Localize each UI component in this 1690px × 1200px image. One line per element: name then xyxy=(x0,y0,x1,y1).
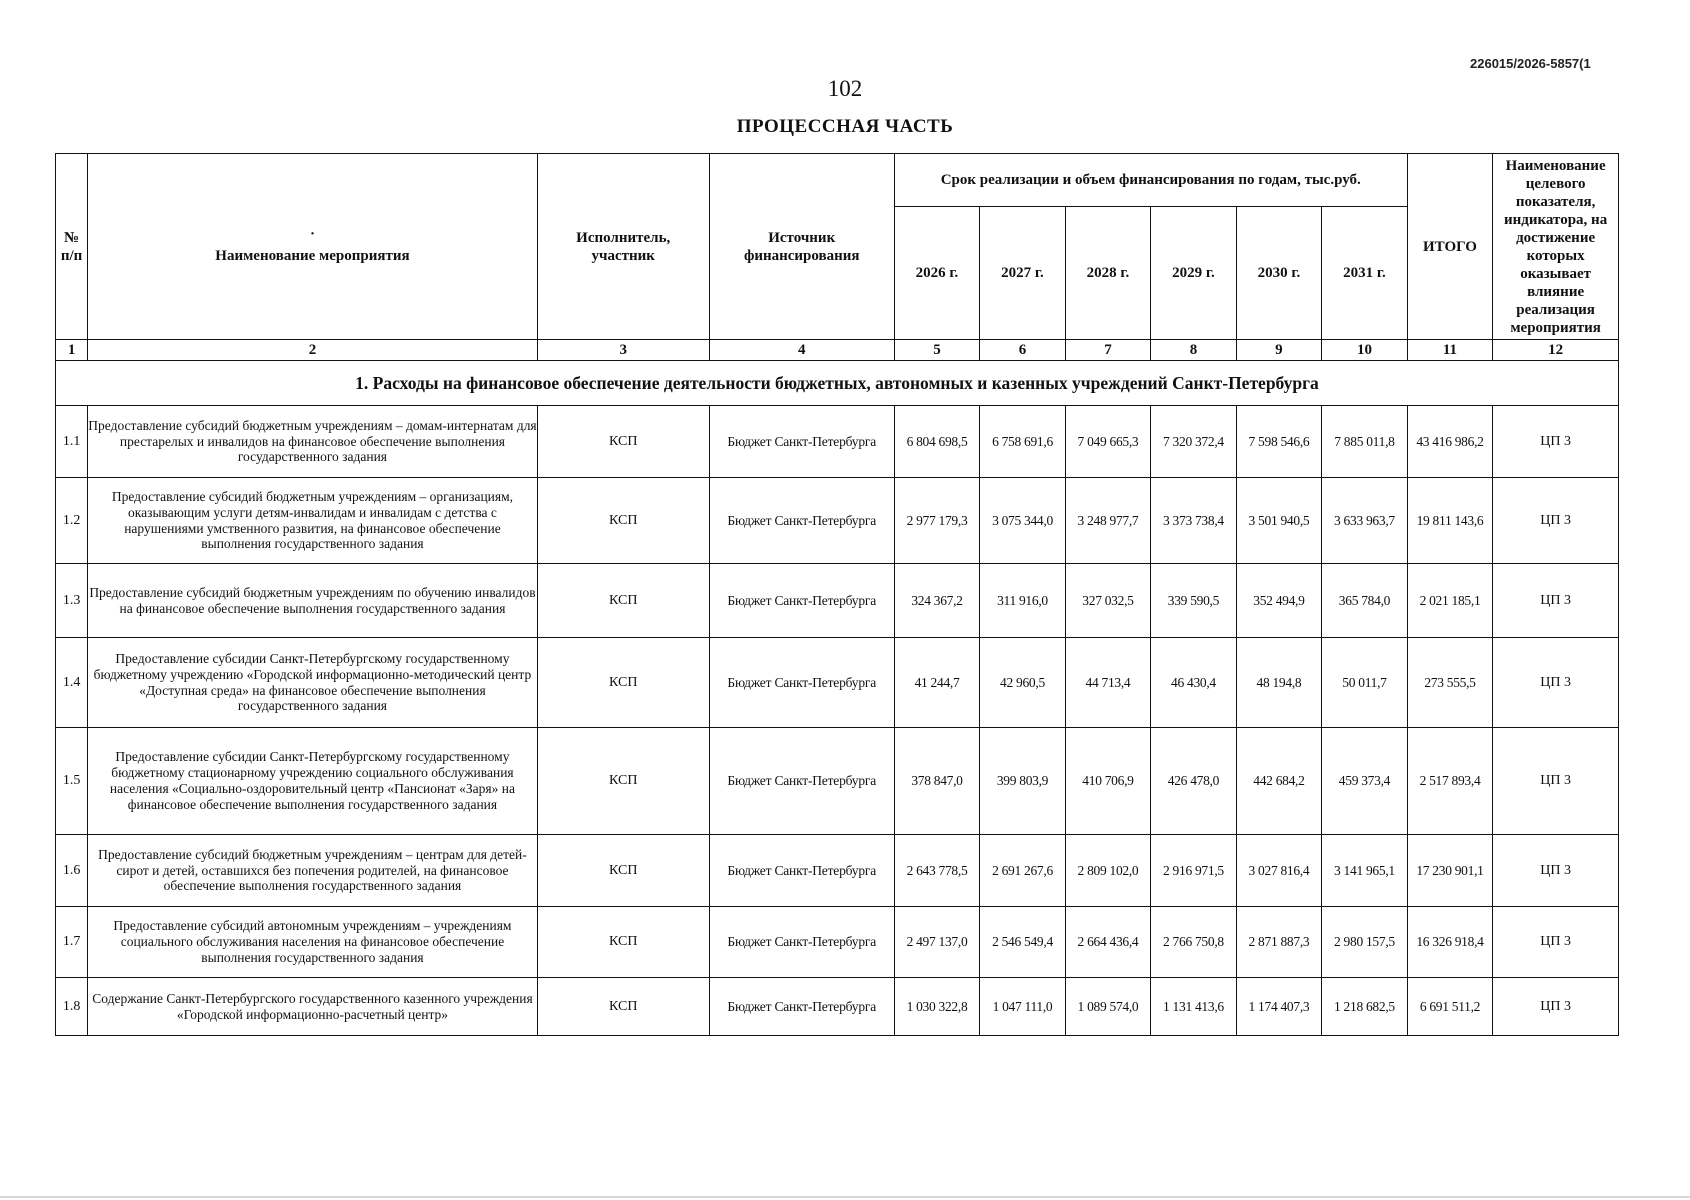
row-value-2027: 3 075 344,0 xyxy=(980,478,1065,564)
row-source: Бюджет Санкт-Петербурга xyxy=(709,638,894,728)
row-value-2029: 2 766 750,8 xyxy=(1151,907,1236,978)
row-value-2027: 2 691 267,6 xyxy=(980,835,1065,907)
column-number: 5 xyxy=(894,340,979,361)
row-total: 273 555,5 xyxy=(1407,638,1492,728)
row-source: Бюджет Санкт-Петербурга xyxy=(709,907,894,978)
scan-edge-divider xyxy=(0,1196,1690,1198)
header-year-2027: 2027 г. xyxy=(980,207,1065,340)
row-value-2027: 42 960,5 xyxy=(980,638,1065,728)
row-index: 1.1 xyxy=(56,406,88,478)
row-description: Предоставление субсидий бюджетным учреждениям – организациям, оказывающим услуги детям-инвалидам и инвалидам с детства с нарушениями умственного развития, на финансовое обеспечение выполнения государственного задания xyxy=(88,478,538,564)
row-value-2026: 324 367,2 xyxy=(894,564,979,638)
row-value-2028: 2 664 436,4 xyxy=(1065,907,1150,978)
row-total: 2 021 185,1 xyxy=(1407,564,1492,638)
header-total: ИТОГО xyxy=(1407,154,1492,340)
row-value-2026: 1 030 322,8 xyxy=(894,978,979,1036)
row-executor: КСП xyxy=(537,728,709,835)
row-value-2026: 2 497 137,0 xyxy=(894,907,979,978)
row-source: Бюджет Санкт-Петербурга xyxy=(709,564,894,638)
column-number: 7 xyxy=(1065,340,1150,361)
header-year-2029: 2029 г. xyxy=(1151,207,1236,340)
row-value-2030: 2 871 887,3 xyxy=(1236,907,1321,978)
row-value-2028: 2 809 102,0 xyxy=(1065,835,1150,907)
row-executor: КСП xyxy=(537,638,709,728)
row-executor: КСП xyxy=(537,907,709,978)
column-number: 11 xyxy=(1407,340,1492,361)
row-value-2031: 1 218 682,5 xyxy=(1322,978,1408,1036)
row-value-2030: 3 501 940,5 xyxy=(1236,478,1321,564)
table-row xyxy=(56,728,1619,835)
header-executor: Исполнитель, участник xyxy=(537,154,709,340)
column-number: 10 xyxy=(1322,340,1408,361)
row-value-2031: 2 980 157,5 xyxy=(1322,907,1408,978)
column-number: 3 xyxy=(537,340,709,361)
row-value-2028: 1 089 574,0 xyxy=(1065,978,1150,1036)
row-value-2026: 41 244,7 xyxy=(894,638,979,728)
row-value-2028: 7 049 665,3 xyxy=(1065,406,1150,478)
header-period: Срок реализации и объем финансирования по годам, тыс.руб. xyxy=(894,154,1407,207)
row-value-2030: 3 027 816,4 xyxy=(1236,835,1321,907)
row-value-2031: 50 011,7 xyxy=(1322,638,1408,728)
row-value-2031: 7 885 011,8 xyxy=(1322,406,1408,478)
header-index: № п/п xyxy=(56,154,88,340)
row-value-2029: 2 916 971,5 xyxy=(1151,835,1236,907)
row-value-2030: 442 684,2 xyxy=(1236,728,1321,835)
row-indicator: ЦП 3 xyxy=(1493,907,1619,978)
row-description: Содержание Санкт-Петербургского государственного казенного учреждения «Городской информационно-расчетный центр» xyxy=(88,978,538,1036)
row-source: Бюджет Санкт-Петербурга xyxy=(709,478,894,564)
row-source: Бюджет Санкт-Петербурга xyxy=(709,728,894,835)
row-total: 17 230 901,1 xyxy=(1407,835,1492,907)
row-total: 6 691 511,2 xyxy=(1407,978,1492,1036)
row-value-2031: 459 373,4 xyxy=(1322,728,1408,835)
row-description: Предоставление субсидий бюджетным учреждениям – домам-интернатам для престарелых и инвалидов на финансовое обеспечение выполнения государственного задания xyxy=(88,406,538,478)
row-value-2027: 311 916,0 xyxy=(980,564,1065,638)
row-executor: КСП xyxy=(537,835,709,907)
row-value-2029: 426 478,0 xyxy=(1151,728,1236,835)
row-source: Бюджет Санкт-Петербурга xyxy=(709,978,894,1036)
row-indicator: ЦП 3 xyxy=(1493,728,1619,835)
row-description: Предоставление субсидий бюджетным учреждениям – центрам для детей-сирот и детей, оставшихся без попечения родителей, на финансовое обеспечение выполнения государственного задания xyxy=(88,835,538,907)
table-row xyxy=(56,978,1619,1036)
row-value-2029: 339 590,5 xyxy=(1151,564,1236,638)
header-event-name xyxy=(88,154,538,340)
row-index: 1.4 xyxy=(56,638,88,728)
row-value-2028: 410 706,9 xyxy=(1065,728,1150,835)
row-value-2027: 1 047 111,0 xyxy=(980,978,1065,1036)
header-row-top xyxy=(56,154,1619,207)
row-value-2026: 2 643 778,5 xyxy=(894,835,979,907)
row-indicator: ЦП 3 xyxy=(1493,564,1619,638)
row-total: 43 416 986,2 xyxy=(1407,406,1492,478)
row-source: Бюджет Санкт-Петербурга xyxy=(709,406,894,478)
row-index: 1.6 xyxy=(56,835,88,907)
row-source: Бюджет Санкт-Петербурга xyxy=(709,835,894,907)
page-title: ПРОЦЕССНАЯ ЧАСТЬ xyxy=(736,116,954,137)
row-value-2030: 352 494,9 xyxy=(1236,564,1321,638)
row-description: Предоставление субсидии Санкт-Петербургскому государственному бюджетному стационарному учреждению социального обслуживания населения «Социально-оздоровительный центр «Пансионат «Заря» на финансовое обеспечение выполнения государственного задания xyxy=(88,728,538,835)
row-index: 1.3 xyxy=(56,564,88,638)
header-year-2030: 2030 г. xyxy=(1236,207,1321,340)
table-row xyxy=(56,638,1619,728)
row-value-2030: 48 194,8 xyxy=(1236,638,1321,728)
row-value-2029: 1 131 413,6 xyxy=(1151,978,1236,1036)
row-value-2031: 3 633 963,7 xyxy=(1322,478,1408,564)
column-number: 2 xyxy=(88,340,538,361)
column-number-row xyxy=(56,340,1619,361)
header-year-2026: 2026 г. xyxy=(894,207,979,340)
table-row xyxy=(56,907,1619,978)
row-value-2029: 46 430,4 xyxy=(1151,638,1236,728)
column-number: 8 xyxy=(1151,340,1236,361)
section-title: 1. Расходы на финансовое обеспечение деятельности бюджетных, автономных и казенных учреждений Санкт-Петербурга xyxy=(56,361,1619,406)
row-value-2028: 3 248 977,7 xyxy=(1065,478,1150,564)
row-index: 1.8 xyxy=(56,978,88,1036)
row-total: 19 811 143,6 xyxy=(1407,478,1492,564)
page-number: 102 xyxy=(827,76,863,101)
row-value-2026: 2 977 179,3 xyxy=(894,478,979,564)
row-indicator: ЦП 3 xyxy=(1493,835,1619,907)
row-index: 1.5 xyxy=(56,728,88,835)
header-year-2028: 2028 г. xyxy=(1065,207,1150,340)
column-number: 9 xyxy=(1236,340,1321,361)
row-value-2029: 3 373 738,4 xyxy=(1151,478,1236,564)
row-indicator: ЦП 3 xyxy=(1493,978,1619,1036)
section-row xyxy=(56,361,1619,406)
table-row xyxy=(56,478,1619,564)
row-indicator: ЦП 3 xyxy=(1493,478,1619,564)
row-executor: КСП xyxy=(537,406,709,478)
financing-table xyxy=(55,153,1619,1036)
column-number: 1 xyxy=(56,340,88,361)
row-value-2030: 1 174 407,3 xyxy=(1236,978,1321,1036)
row-description: Предоставление субсидии Санкт-Петербургскому государственному бюджетному учреждению «Городской информационно-методический центр «Доступная среда» на финансовое обеспечение выполнения государственного задания xyxy=(88,638,538,728)
row-description: Предоставление субсидий автономным учреждениям – учреждениям социального обслуживания населения на финансовое обеспечение выполнения государственного задания xyxy=(88,907,538,978)
header-year-2031: 2031 г. xyxy=(1322,207,1408,340)
row-index: 1.2 xyxy=(56,478,88,564)
row-description: Предоставление субсидий бюджетным учреждениям по обучению инвалидов на финансовое обеспечение выполнения государственного задания xyxy=(88,564,538,638)
header-source: Источник финансирования xyxy=(709,154,894,340)
row-value-2026: 6 804 698,5 xyxy=(894,406,979,478)
table-row xyxy=(56,406,1619,478)
row-executor: КСП xyxy=(537,564,709,638)
row-indicator: ЦП 3 xyxy=(1493,406,1619,478)
header-dot: · xyxy=(309,225,315,242)
row-executor: КСП xyxy=(537,978,709,1036)
row-value-2028: 327 032,5 xyxy=(1065,564,1150,638)
row-value-2030: 7 598 546,6 xyxy=(1236,406,1321,478)
table-row xyxy=(56,564,1619,638)
header-indicator: Наименование целевого показателя, индикатора, на достижение которых оказывает влияние реализация мероприятия xyxy=(1493,154,1619,340)
table-row xyxy=(56,835,1619,907)
row-index: 1.7 xyxy=(56,907,88,978)
document-id: 226015/2026-5857(1 xyxy=(1470,56,1591,71)
row-value-2027: 2 546 549,4 xyxy=(980,907,1065,978)
column-number: 4 xyxy=(709,340,894,361)
row-value-2026: 378 847,0 xyxy=(894,728,979,835)
header-event-name-label: Наименование мероприятия xyxy=(215,247,410,264)
row-indicator: ЦП 3 xyxy=(1493,638,1619,728)
row-value-2029: 7 320 372,4 xyxy=(1151,406,1236,478)
row-total: 2 517 893,4 xyxy=(1407,728,1492,835)
row-value-2031: 365 784,0 xyxy=(1322,564,1408,638)
column-number: 12 xyxy=(1493,340,1619,361)
column-number: 6 xyxy=(980,340,1065,361)
row-value-2031: 3 141 965,1 xyxy=(1322,835,1408,907)
row-executor: КСП xyxy=(537,478,709,564)
row-value-2027: 6 758 691,6 xyxy=(980,406,1065,478)
row-value-2027: 399 803,9 xyxy=(980,728,1065,835)
row-total: 16 326 918,4 xyxy=(1407,907,1492,978)
row-value-2028: 44 713,4 xyxy=(1065,638,1150,728)
